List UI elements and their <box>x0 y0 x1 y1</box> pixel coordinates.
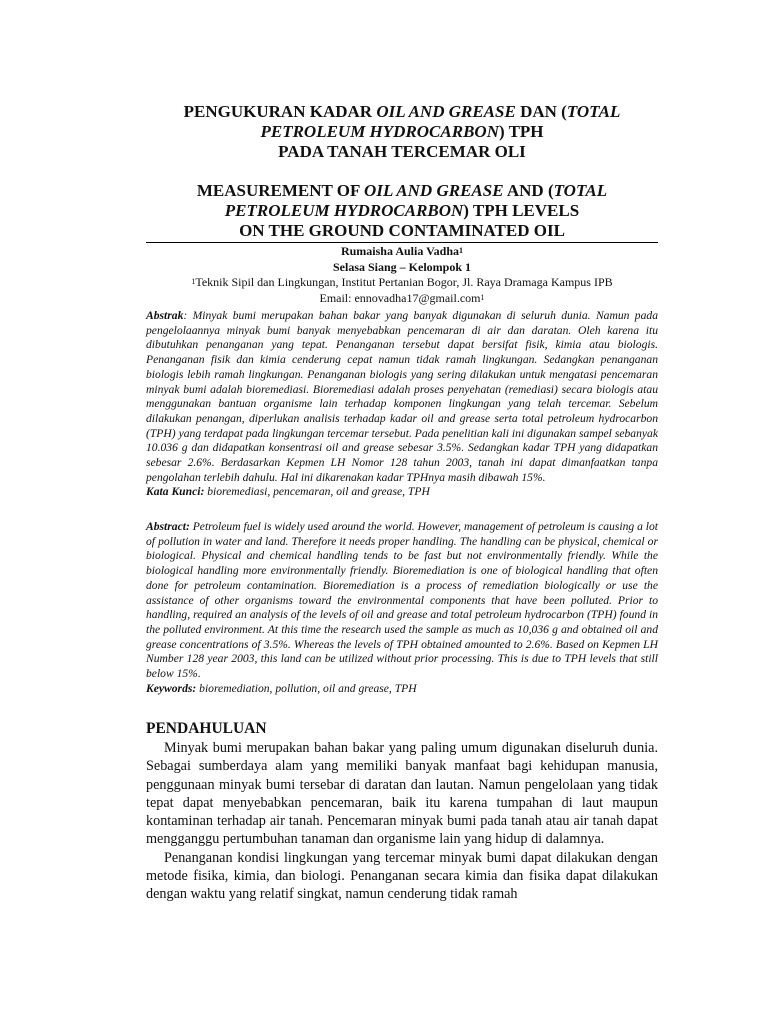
abstract-id-text: : Minyak bumi merupakan bahan bakar yang banyak digunakan di seluruh dunia. Namun pada pengelolaannya minyak bumi banyak menyebabkan pencemaran di air dan daratan. Oleh karena itu dibutuhkan penanganan yang tepat. Penanganan tersebut dapat bersifat fisik, kimia atau biologis. Penanganan fisik dan kimia cenderung cepat namun tidak ramah lingkungan. Sedangkan penanganan biologis lebih ramah lingkungan. Penanganan biologis yang sering dilakukan untuk mengatasi pencemaran minyak bumi adalah bioremediasi. Bioremediasi adalah proses penyehatan (remediasi) secara biologis atau menggunakan bantuan organisme lain terhadap komponen lingkungan yang telah tercemar. Sebelum dilakukan penangan, diperlukan analisis terhadap kadar oil and grease serta total petroleum hydrocarbon (TPH) yang terdapat pada lingkungan tercemar tersebut. Pada penelitian kali ini digunakan sampel sebanyak 10.036 g dan didapatkan konsentrasi oil and grease sebesar 3.5%. Sedangkan kadar TPH yang didapatkan sebesar 2.6%. Berdasarkan Kepmen LH Nomor 128 tahun 2003, tanah ini dapat dimanfaatkan tanpa pengolahan terlebih dahulu. Hal ini dikarenakan kadar TPHnya masih dibawah 15%. <box>146 309 658 484</box>
keywords-en-label: Keywords: <box>146 681 197 695</box>
title-id-line3: PADA TANAH TERCEMAR OLI <box>278 142 526 161</box>
title-id-oil-grease: OIL AND GREASE <box>376 102 516 121</box>
author-name-text: Rumaisha Aulia Vadha <box>340 244 460 258</box>
section-body <box>146 739 658 904</box>
keywords-en-text: bioremediation, pollution, oil and grease, TPH <box>196 681 417 695</box>
keywords-indonesian <box>146 485 658 500</box>
abstract-id-label: Abstrak <box>146 309 184 322</box>
author-name <box>146 244 658 260</box>
body-paragraph: Penanganan kondisi lingkungan yang tercemar minyak bumi dapat dilakukan dengan metode fisika, kimia, dan biologi. Penanganan secara kimia dan fisika dapat dilakukan dengan waktu yang relatif singkat, namun cenderung tidak ramah <box>146 849 658 903</box>
title-en-text: AND ( <box>503 181 554 200</box>
title-en-line3: ON THE GROUND CONTAMINATED OIL <box>239 221 565 240</box>
keywords-id-label: Kata Kunci: <box>146 485 205 499</box>
author-email <box>146 291 658 307</box>
title-divider <box>146 242 658 243</box>
abstract-en-text: Petroleum fuel is widely used around the world. However, management of petroleum is causing a lot of pollution in water and land. Therefore it needs proper handling. The handling can be physical, chemical or biological. Physical and chemical handling tends to be fast but not environmentally friendly. While the biological handling more environmentally friendly. Bioremediation is one of biological handling that often done for petroleum contamination. Bioremediation is a process of remediation biologically or use the assistance of other organisms toward the environmental components that have been polluted. Prior to handling, required an analysis of the levels of oil and grease and total petroleum hydrocarbon (TPH) found in the polluted environment. At this time the research used the sample as much as 10,036 g and obtained oil and grease concentrations of 3.5%. Whereas the levels of TPH obtained amounted to 2.6%. Based on Kepmen LH Number 128 year 2003, this land can be utilized without prior processing. This is due to TPH levels that still below 15%. <box>146 520 659 681</box>
title-en-total: TOTAL <box>553 181 608 200</box>
title-english <box>146 181 658 241</box>
title-indonesian <box>146 102 658 162</box>
abstract-english <box>146 520 658 696</box>
body-paragraph: Minyak bumi merupakan bahan bakar yang paling umum digunakan diseluruh dunia. Sebagai sumberdaya alam yang memiliki banyak manfaat bagi kehidupan manusia, penggunaan minyak bumi tersebar di daratan dan lautan. Namun pengelolaan yang tidak tepat dapat menyebabkan pencemaran, baik itu karena tumpahan di laut maupun kontaminan terhadap air tanah. Pencemaran minyak bumi pada tanah atau air tanah dapat mengganggu pertumbuhan tanaman dan organisme lain yang hidup di dalamnya. <box>146 740 658 848</box>
affiliation-sup: 1 <box>191 277 196 286</box>
author-group: Selasa Siang – Kelompok 1 <box>332 259 472 274</box>
title-en-text: ) TPH LEVELS <box>463 201 580 220</box>
abstract-indonesian <box>146 309 658 500</box>
author-affiliation <box>146 275 658 291</box>
abstract-en-label: Abstract: <box>146 520 190 533</box>
title-id-total: TOTAL <box>566 102 621 121</box>
keywords-id-text: bioremediasi, pencemaran, oil and grease, TPH <box>204 485 430 499</box>
affiliation-text: Teknik Sipil dan Lingkungan, Institut Pertanian Bogor, Jl. Raya Dramaga Kampus IPB <box>195 275 613 289</box>
title-en-oil-grease: OIL AND GREASE <box>364 181 504 200</box>
title-id-text: DAN ( <box>515 102 567 121</box>
title-en-petroleum: PETROLEUM HYDROCARBON <box>224 201 464 220</box>
keywords-english <box>146 682 658 697</box>
author-sup: 1 <box>459 246 464 255</box>
title-id-petroleum: PETROLEUM HYDROCARBON <box>260 122 499 141</box>
author-block <box>146 244 658 306</box>
title-id-text: ) TPH <box>498 122 544 141</box>
email-sup: 1 <box>480 292 485 302</box>
title-id-text: PENGUKURAN KADAR <box>183 102 377 121</box>
section-heading-pendahuluan: PENDAHULUAN <box>146 720 267 737</box>
email-text: Email: ennovadha17@gmail.com <box>319 290 481 305</box>
title-en-text: MEASUREMENT OF <box>196 181 365 200</box>
